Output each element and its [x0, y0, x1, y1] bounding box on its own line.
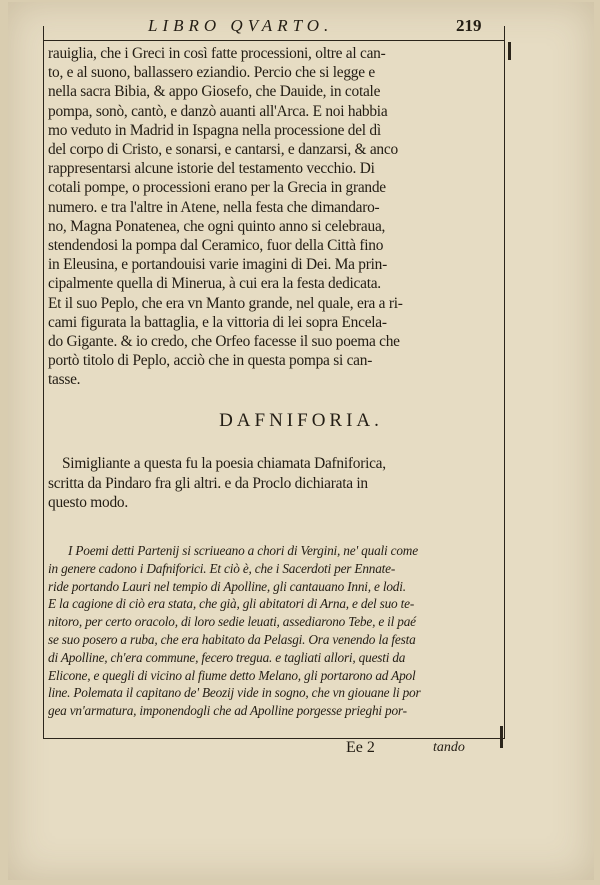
book-page [8, 2, 594, 880]
text-line: to, e al suono, ballassero eziandio. Percio che si legge e [48, 64, 375, 82]
note-line: ride portando Lauri nel tempio di Apolline, gli cantauano Inni, e lodi. [48, 578, 406, 594]
text-line: questo modo. [48, 494, 128, 511]
text-line: rappresentarsi alcune istorie del testamento vecchio. Di [48, 160, 375, 178]
note-line: se suo posero a ruba, che era habitato da Pelasgi. Ora venendo la festa [48, 631, 416, 647]
signature-mark: Ee 2 [346, 739, 375, 756]
footer-rule [43, 738, 505, 739]
text-line: scritta da Pindaro fra gli altri. e da Proclo dichiarata in [48, 474, 368, 492]
text-line: numero. e tra l'altre in Atene, nella festa che dimandaro- [48, 198, 380, 216]
text-line: cami figurata la battaglia, e la vittoria di lei sopra Encela- [48, 313, 387, 331]
note-line: E la cagione di ciò era stata, che già, gli abitatori di Arna, e del suo te- [48, 596, 415, 612]
text-line: pompa, sonò, cantò, e danzò auanti all'Arca. E noi habbia [48, 102, 388, 120]
note-line: Elicone, e quegli di vicino al fiume detto Melano, gli portarono ad Apol [48, 667, 416, 683]
note-line: I Poemi detti Partenij si scriueano a chori di Vergini, ne' quali come [68, 543, 418, 558]
text-line: mo veduto in Madrid in Ispagna nella processione del dì [48, 121, 381, 139]
note-line: gea vn'armatura, imponendogli che ad Apolline porgesse prieghi por- [48, 703, 407, 719]
main-paragraph [48, 44, 503, 390]
text-line: cipalmente quella di Minerua, à cui era la festa dedicata. [48, 275, 381, 293]
note-line: di Apolline, ch'era commune, fecero tregua. e tagliati allori, questi da [48, 649, 406, 665]
text-line: rauiglia, che i Greci in così fatte processioni, oltre al can- [48, 45, 386, 62]
text-line: tasse. [48, 371, 81, 389]
frame-mark-bottom [490, 726, 503, 748]
catchword: tando [433, 740, 465, 755]
italic-note [48, 542, 503, 720]
text-line: Et il suo Peplo, che era vn Manto grande, nel quale, era a ri- [48, 294, 403, 312]
text-line: cotali pompe, o processioni erano per la Grecia in grande [48, 179, 386, 197]
text-line: in Eleusina, e portandouisi varie imagini di Dei. Ma prin- [48, 256, 387, 274]
note-line: in genere cadono i Dafniforici. Et ciò è, che i Sacerdoti per Ennate- [48, 560, 396, 576]
text-line: nella sacra Bibia, & appo Giosefo, che Dauide, in cotale [48, 83, 381, 101]
text-line: del corpo di Cristo, e sonarsi, e cantarsi, e danzarsi, & anco [48, 141, 398, 159]
note-line: nitoro, per certo oracolo, di loro sedie leuati, assediarono Tebe, e il paé [48, 614, 416, 630]
text-line: portò titolo di Peplo, acciò che in questa pompa si can- [48, 352, 373, 370]
section-heading: DAFNIFORIA. [219, 410, 383, 431]
text-line: do Gigante. & io credo, che Orfeo facesse il suo poema che [48, 333, 400, 351]
text-line: stendendosi la pompa dal Ceramico, fuor della Città fino [48, 237, 384, 255]
running-head: LIBRO QVARTO. [148, 16, 334, 35]
text-line: no, Magna Ponatenea, che ogni quinto anno si celebraua, [48, 217, 386, 235]
note-line: line. Polemata il capitano de' Beozij vide in sogno, che vn giouane li por [48, 685, 421, 701]
text-line: Simigliante a questa fu la poesia chiamata Dafniforica, [62, 455, 386, 472]
intro-paragraph [48, 454, 503, 513]
page-number: 219 [456, 16, 482, 35]
